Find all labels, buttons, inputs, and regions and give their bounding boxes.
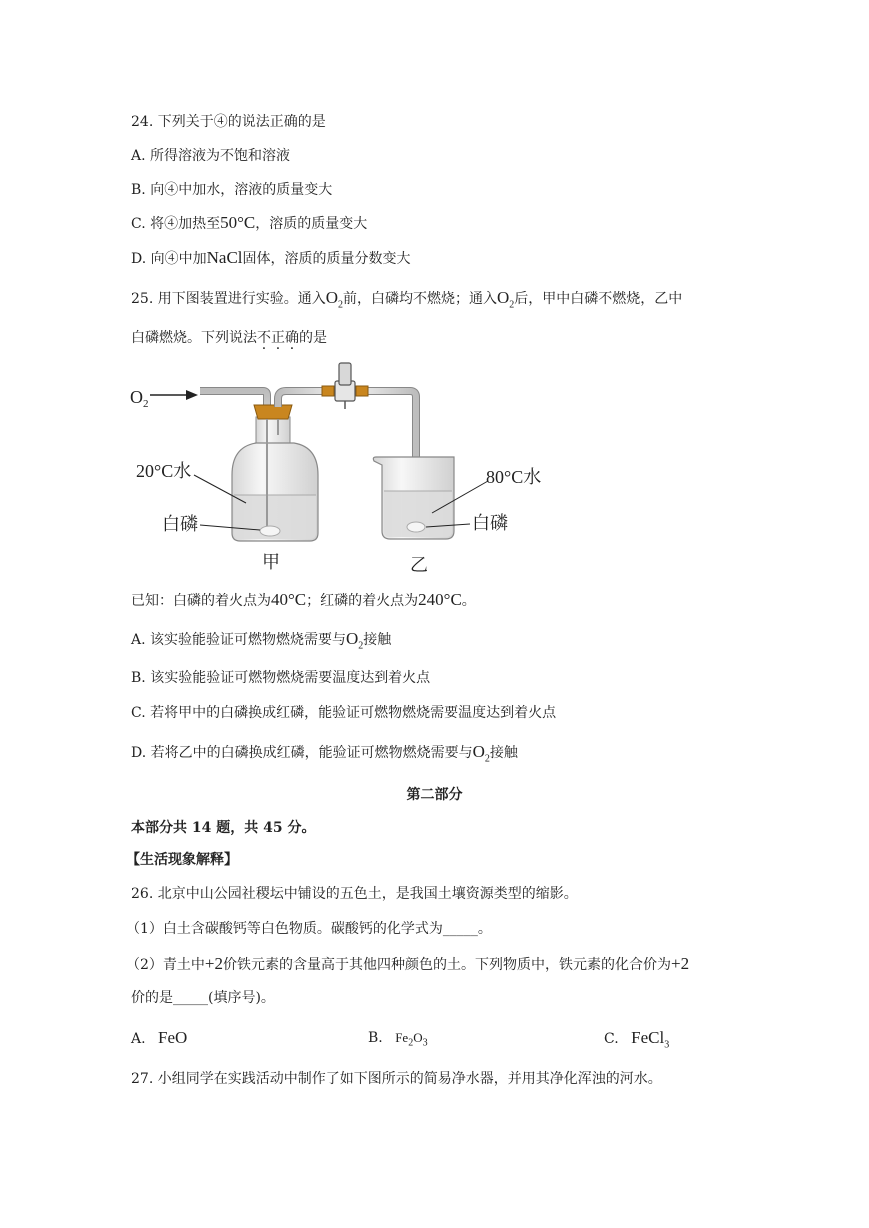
red-phosphorus-ignition-temp: 240°C (418, 590, 462, 609)
q26-option-b-letter: B. (368, 1030, 383, 1046)
q25-option-d-prefix: D. 若将乙中的白磷换成红磷，能验证可燃物燃烧需要与 (131, 745, 473, 761)
q24-option-c (131, 213, 367, 234)
label-water-80c: 80°C水 (486, 467, 542, 487)
known-prefix: 已知：白磷的着火点为 (131, 593, 271, 609)
q25-known-conditions (131, 590, 476, 611)
q27-stem: 27. 小组同学在实践活动中制作了如下图所示的简易净水器，并用其净化浑浊的河水。 (131, 1071, 662, 1087)
part2-title: 第二部分 (406, 787, 463, 803)
q25-stem-line2 (131, 328, 327, 348)
q26-option-a-letter: A. (131, 1031, 146, 1047)
q26-option-c (604, 1028, 669, 1055)
q26-sub2-b: 价铁元素的含量高于其他四种颜色的土。下列物质中，铁元素的化合价为 (223, 957, 672, 973)
white-phosphorus-jia (260, 526, 280, 536)
label-phosphorus-right: 白磷 (472, 513, 508, 533)
section-heading: 【生活现象解释】 (126, 852, 238, 868)
q26-sub2-line2: 价的是_____(填序号)。 (131, 990, 275, 1006)
q25-stem-line1 (131, 288, 682, 315)
q25-stem-line2-b: 的是 (299, 330, 327, 346)
q24-option-d-nacl: NaCl (206, 248, 243, 267)
q25-stem-a: 25. 用下图装置进行实验。通入 (131, 291, 326, 307)
q24-option-d-suffix: 固体，溶质的质量分数变大 (242, 251, 411, 267)
part2-intro: 本部分共 14 题，共 45 分。 (131, 820, 316, 836)
combustion-apparatus-figure (120, 355, 560, 580)
o2-flow-arrowhead (186, 390, 198, 400)
emphasis-char: 不 (257, 330, 271, 346)
q25-option-a-prefix: A. 该实验能验证可燃物燃烧需要与 (131, 632, 347, 648)
jar-stopper (254, 405, 292, 419)
q24-option-a: A. 所得溶液为不饱和溶液 (131, 148, 291, 164)
q26-option-a-formula: FeO (158, 1028, 188, 1047)
white-phosphorus-ignition-temp: 40°C (271, 590, 307, 609)
q25-option-d (131, 742, 518, 769)
label-jia: 甲 (262, 552, 280, 572)
q25-option-d-suffix: 接触 (489, 745, 518, 761)
jar-neck (256, 417, 290, 445)
o2-formula: $O_2$ (346, 629, 364, 652)
q25-option-c: C. 若将甲中的白磷换成红磷，能验证可燃物燃烧需要温度达到着火点 (131, 705, 557, 721)
q25-stem-c: 后，甲中白磷不燃烧，乙中 (514, 291, 683, 307)
valve-left-connector (322, 386, 334, 396)
q24-option-c-suffix: ，溶质的质量变大 (255, 216, 368, 232)
q26-option-c-letter: C. (604, 1031, 619, 1047)
q26-stem: 26. 北京中山公园社稷坛中铺设的五色土，是我国土壤资源类型的缩影。 (131, 886, 578, 902)
label-water-20c: 20°C水 (136, 461, 192, 481)
label-phosphorus-left: 白磷 (162, 514, 198, 534)
q26-option-a (131, 1028, 187, 1049)
o2-formula: $O_2$ (472, 742, 490, 765)
q24-option-b: B. 向④中加水，溶液的质量变大 (131, 182, 333, 198)
white-phosphorus-yi (407, 522, 425, 532)
label-yi: 乙 (410, 555, 428, 575)
emphasis-char: 正 (271, 330, 285, 346)
valve-right-connector (356, 386, 368, 396)
q25-option-a (131, 629, 391, 656)
o2-formula: $O_2$ (325, 288, 343, 311)
o2-formula: $O_2$ (497, 288, 515, 311)
q26-option-c-formula: FeCl$_3$ (631, 1028, 670, 1051)
q24-option-c-temp: 50°C (220, 213, 256, 232)
valence-plus2: +2 (204, 954, 224, 973)
q24-option-c-prefix: C. 将④加热至 (131, 216, 221, 232)
o2-inlet-label: $O_2$ (130, 387, 149, 410)
q25-option-a-suffix: 接触 (363, 632, 392, 648)
q24-option-d-prefix: D. 向④中加 (131, 251, 207, 267)
valve-handle (339, 363, 351, 385)
q25-option-b: B. 该实验能验证可燃物燃烧需要温度达到着火点 (131, 670, 431, 686)
q26-option-b (368, 1028, 428, 1054)
q25-stem-b: 前，白磷均不燃烧；通入 (343, 291, 497, 307)
valence-plus2: +2 (671, 954, 690, 973)
q25-stem-line2-a: 白磷燃烧。下列说法 (131, 330, 257, 346)
known-end: 。 (461, 593, 476, 609)
q24-option-d (131, 248, 411, 269)
emphasis-char: 确 (285, 330, 299, 346)
q26-sub1: （1）白土含碳酸钙等白色物质。碳酸钙的化学式为_____。 (126, 921, 492, 937)
q26-option-b-formula: $Fe_2O_3$ (395, 1030, 428, 1049)
q26-sub2-a: （2）青土中 (126, 957, 205, 973)
known-mid: ；红磷的着火点为 (306, 593, 419, 609)
q26-sub2-line1 (126, 954, 689, 975)
q24-stem: 24. 下列关于④的说法正确的是 (131, 114, 326, 130)
